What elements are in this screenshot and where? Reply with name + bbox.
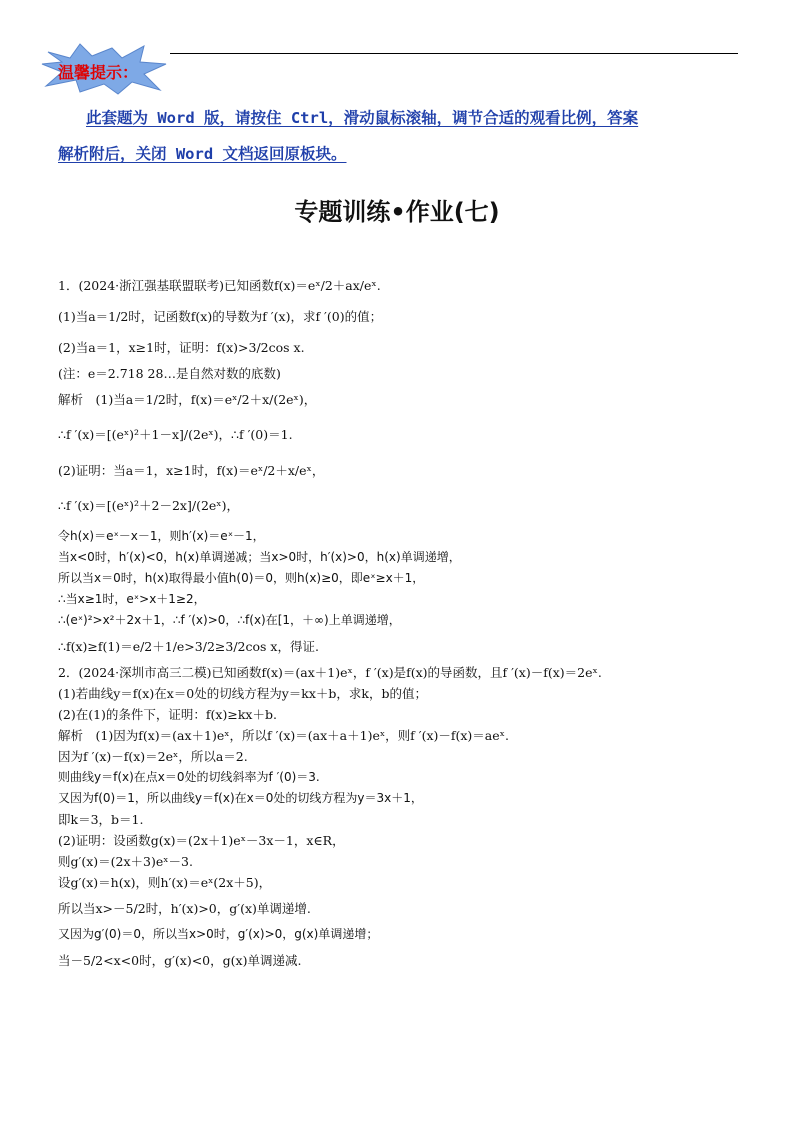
text-line-2: (1)当a＝1/2时，记函数f(x)的导数为f ′(x)，求f ′(0)的值； <box>58 309 383 324</box>
text-line-17: (2)在(1)的条件下，证明：f(x)≥kx＋b. <box>58 707 277 722</box>
text-line-28: 当－5/2<x<0时，g′(x)<0，g(x)单调递减. <box>58 953 302 968</box>
text-line-4: (注：e＝2.718 28…是自然对数的底数) <box>58 366 281 381</box>
text-line-6: ∴f ′(x)＝[(eˣ)²＋1－x]/(2eˣ)，∴f ′(0)＝1. <box>58 427 293 442</box>
problem-body <box>58 270 748 976</box>
text-line-1: 1．(2024·浙江强基联盟联考)已知函数f(x)＝eˣ/2＋ax/eˣ. <box>58 278 381 293</box>
text-line-15: 2．(2024·深圳市高三二模)已知函数f(x)＝(ax＋1)eˣ，f ′(x)是f(x)的导函数，且f ′(x)－f(x)＝2eˣ. <box>58 665 602 680</box>
text-line-26: 所以当x>－5/2时，h′(x)>0，g′(x)单调递增. <box>58 901 311 916</box>
text-line-7: (2)证明：当a＝1，x≥1时，f(x)＝eˣ/2＋x/eˣ， <box>58 463 325 478</box>
text-line-14: ∴f(x)≥f(1)＝e/2＋1/e>3/2≥3/2cos x，得证. <box>58 639 319 654</box>
text-line-8: ∴f ′(x)＝[(eˣ)²＋2－2x]/(2eˣ)， <box>58 498 239 513</box>
warm-tip-label: 温馨提示： <box>58 63 139 82</box>
notice-text <box>58 100 742 172</box>
text-line-23: (2)证明：设函数g(x)＝(2x＋1)eˣ－3x－1，x∈R， <box>58 833 345 848</box>
page-title: 专题训练•作业(七) <box>294 198 500 226</box>
text-line-18: 解析 (1)因为f(x)＝(ax＋1)eˣ，所以f ′(x)＝(ax＋a＋1)eˣ，则f ′(x)－f(x)＝aeˣ. <box>58 728 509 743</box>
text-line-9: 令h(x)＝eˣ－x－1，则h′(x)＝eˣ－1， <box>58 529 265 543</box>
text-line-12: ∴当x≥1时，eˣ>x＋1≥2， <box>58 592 206 606</box>
text-line-21: 又因为f(0)＝1，所以曲线y＝f(x)在x＝0处的切线方程为y＝3x＋1， <box>58 791 423 805</box>
notice-line-2: 解析附后，关闭 Word 文档返回原板块。 <box>58 145 347 163</box>
header-rule <box>170 53 738 54</box>
text-line-22: 即k＝3，b＝1. <box>58 812 144 827</box>
text-line-10: 当x<0时，h′(x)<0，h(x)单调递减；当x>0时，h′(x)>0，h(x)单调递增， <box>58 550 461 564</box>
text-line-24: 则g′(x)＝(2x＋3)eˣ－3. <box>58 854 193 869</box>
text-line-20: 则曲线y＝f(x)在点x＝0处的切线斜率为f ′(0)＝3. <box>58 770 320 784</box>
text-line-25: 设g′(x)＝h(x)，则h′(x)＝eˣ(2x＋5)， <box>58 875 272 890</box>
text-line-19: 因为f ′(x)－f(x)＝2eˣ，所以a＝2. <box>58 749 248 764</box>
text-line-3: (2)当a＝1，x≥1时，证明：f(x)>3/2cos x. <box>58 340 305 355</box>
notice-line-1: 此套题为 Word 版，请按住 Ctrl，滑动鼠标滚轴，调节合适的观看比例，答案 <box>86 109 639 127</box>
text-line-11: 所以当x＝0时，h(x)取得最小值h(0)＝0，则h(x)≥0，即eˣ≥x＋1， <box>58 571 425 585</box>
text-line-13: ∴(eˣ)²>x²＋2x＋1，∴f ′(x)>0，∴f(x)在[1，＋∞)上单调递增， <box>58 613 401 627</box>
text-line-27: 又因为g′(0)＝0，所以当x>0时，g′(x)>0，g(x)单调递增； <box>58 927 379 941</box>
text-line-16: (1)若曲线y＝f(x)在x＝0处的切线方程为y＝kx＋b，求k，b的值； <box>58 686 427 701</box>
text-line-5: 解析 (1)当a＝1/2时，f(x)＝eˣ/2＋x/(2eˣ)， <box>58 392 317 407</box>
